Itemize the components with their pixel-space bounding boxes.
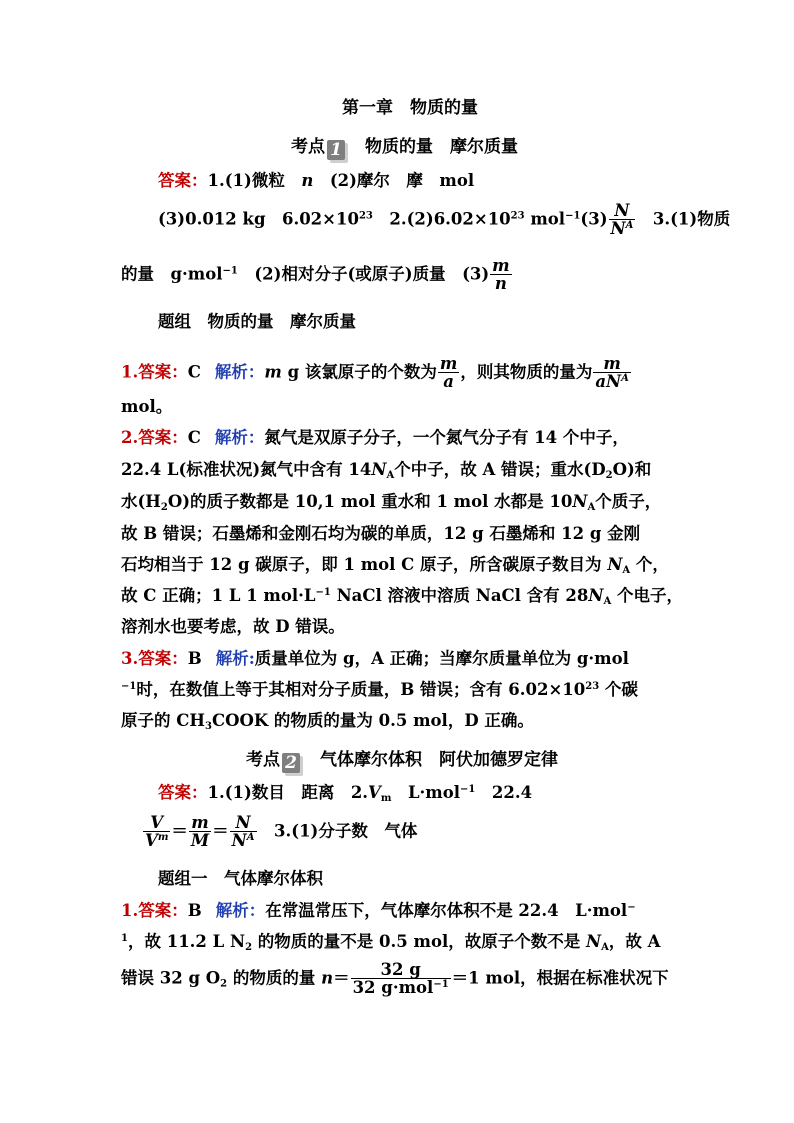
answer-text: (3)	[580, 209, 608, 229]
symbol-n: N	[588, 586, 604, 605]
section-label: 考点	[291, 137, 325, 157]
analysis-text: 故 C 正确；1 L 1 mol·L	[121, 586, 316, 605]
analysis-text: ＝1 mol，根据在标准状况下	[451, 968, 669, 988]
s2-q1-line-1	[121, 903, 636, 920]
denominator: N	[610, 219, 626, 239]
numerator: m	[189, 814, 211, 832]
symbol-n: N	[371, 460, 387, 479]
answer-label: 1.答案：	[121, 362, 188, 382]
analysis-text: O)和	[612, 460, 652, 479]
answer-choice: C	[187, 362, 201, 382]
analysis-text: 个碳	[599, 680, 638, 699]
exponent: 1	[121, 933, 128, 944]
denominator: V	[145, 831, 158, 851]
subscript: A	[601, 942, 609, 953]
analysis-text: 在常温常压下，气体摩尔体积不是 22.4 L·mol	[265, 901, 628, 920]
subscript: 3	[204, 721, 212, 732]
answer-line-2	[158, 202, 730, 238]
analysis-text: ，则其物质的量为	[460, 362, 593, 382]
symbol-n: N	[572, 492, 588, 511]
analysis-text: 水(H	[121, 492, 161, 511]
equals-sign: ＝	[171, 821, 188, 841]
fraction-m-over-n	[490, 257, 511, 293]
subscript: A	[587, 502, 596, 513]
exponent: −1	[433, 979, 449, 991]
symbol-n: n	[321, 968, 334, 988]
analysis-text: 错误 32 g O	[121, 968, 221, 988]
group-heading-1: 题组 物质的量 摩尔质量	[158, 312, 356, 331]
answer-label: 2.答案：	[121, 428, 188, 447]
symbol-n: n	[301, 171, 314, 190]
subscript: A	[386, 470, 395, 481]
answer-text: 3.(1)分子数 气体	[257, 821, 418, 841]
analysis-text: 的物质的量不是 0.5 mol，故原子个数不是	[252, 932, 586, 951]
answer-label: 答案：	[158, 171, 208, 190]
superscript: m	[157, 832, 169, 844]
exponent: −	[627, 902, 636, 913]
s2-q1-line-2	[121, 934, 660, 951]
analysis-label: 解析：	[214, 362, 265, 382]
answer-text: (2)相对分子(或原子)质量 (3)	[237, 264, 490, 284]
fraction-m-over-m	[189, 814, 211, 850]
q2-line-3	[121, 494, 661, 511]
analysis-label: 解析:	[215, 649, 255, 668]
superscript: A	[621, 373, 629, 385]
answer-label: 1.答案：	[121, 901, 188, 920]
chapter-title: 第一章 物质的量	[342, 98, 478, 118]
numerator: m	[492, 256, 510, 275]
analysis-text: 原子的 CH	[121, 711, 205, 730]
q2-line-2	[121, 462, 651, 479]
analysis-text: ，故 11.2 L N	[127, 932, 246, 951]
fraction-n-over-na	[230, 814, 257, 850]
symbol-v: V	[368, 783, 381, 802]
answer-text: L·mol	[391, 783, 461, 802]
answer-label: 3.答案：	[121, 649, 188, 668]
numerator: V	[143, 814, 170, 832]
fraction-v-over-vm	[143, 814, 170, 850]
symbol-n: N	[585, 932, 602, 951]
answer-text: 的量 g·mol	[121, 264, 223, 284]
q2-line-5	[121, 557, 669, 574]
superscript: A	[246, 832, 255, 844]
analysis-text: 氮气是双原子分子，一个氮气分子有 14 个中子，	[264, 428, 629, 447]
section-2-heading	[246, 752, 558, 773]
analysis-label: 解析：	[215, 901, 266, 920]
analysis-text: NaCl 溶液中溶质 NaCl 含有 28	[330, 586, 589, 605]
equals-sign: ＝	[333, 968, 350, 988]
analysis-text: 石均相当于 12 g 碳原子，即 1 mol C 原子，所含碳原子数目为	[121, 555, 608, 574]
analysis-text: ，故 A	[608, 932, 661, 951]
fraction-m-over-ana	[593, 355, 631, 391]
denominator: aN	[595, 372, 622, 392]
answer-line-1	[158, 173, 474, 190]
analysis-text: O)的质子数都是 10,1 mol 重水和 1 mol 水都是 10	[167, 492, 573, 511]
exponent: −1	[565, 210, 581, 222]
s2-q1-line-3	[121, 961, 669, 997]
denominator: a	[443, 372, 454, 392]
q1-line-1	[121, 355, 632, 391]
answer-text: 3.(1)物质	[636, 209, 731, 229]
analysis-text: g 该氯原子的个数为	[281, 362, 437, 382]
denominator: N	[231, 831, 247, 851]
denominator: M	[190, 831, 210, 851]
analysis-text: 个中子，故 A 错误；重水(D	[394, 460, 606, 479]
exponent: 23	[585, 681, 600, 692]
s2-answer-line-1	[158, 785, 532, 802]
q2-line-6	[121, 588, 683, 605]
section-title: 物质的量 摩尔质量	[365, 137, 518, 157]
answer-text: 2.(2)6.02×10	[372, 209, 511, 229]
superscript: A	[625, 220, 634, 232]
answer-text: 22.4	[475, 783, 533, 802]
section-number-badge: 1	[327, 140, 345, 160]
denominator: n	[494, 274, 507, 294]
answer-text: 1.(1)微粒	[207, 171, 302, 190]
numerator: m	[593, 355, 631, 373]
symbol-m: m	[264, 362, 282, 382]
answer-text: (2)摩尔 摩 mol	[313, 171, 475, 190]
denominator: 32 g·mol	[352, 978, 434, 998]
exponent: −1	[222, 265, 238, 277]
exponent: −1	[315, 587, 331, 598]
equals-sign: ＝	[212, 821, 229, 841]
subscript: 2	[245, 942, 253, 953]
analysis-label: 解析：	[214, 428, 265, 447]
q2-line-1	[121, 430, 629, 447]
q3-line-2	[121, 682, 638, 699]
q2-line-7: 溶剂水也要考虑，故 D 错误。	[121, 617, 345, 636]
analysis-text: COOK 的物质的量为 0.5 mol，D 正确。	[211, 711, 534, 730]
exponent: 23	[358, 210, 373, 222]
exponent: −1	[121, 681, 137, 692]
answer-choice: B	[187, 901, 202, 920]
answer-choice: C	[187, 428, 201, 447]
answer-text: 1.(1)数目 距离 2.	[207, 783, 369, 802]
subscript: 2	[220, 978, 228, 990]
section-label: 考点	[246, 750, 280, 770]
subscript: 2	[160, 502, 168, 513]
answer-choice: B	[187, 649, 202, 668]
answer-label: 答案：	[158, 783, 208, 802]
fraction-32g-over-molar-mass	[351, 961, 451, 997]
analysis-text: 个，	[630, 555, 669, 574]
subscript: m	[380, 793, 392, 804]
q3-line-1	[121, 651, 629, 668]
analysis-text: 时，在数值上等于其相对分子质量，B 错误；含有 6.02×10	[136, 680, 586, 699]
section-1-heading	[291, 139, 518, 160]
section-title: 气体摩尔体积 阿伏加德罗定律	[320, 750, 558, 770]
symbol-n: N	[607, 555, 623, 574]
exponent: −1	[460, 784, 476, 795]
fraction-m-over-a	[438, 355, 459, 391]
section-number-badge: 2	[282, 753, 300, 773]
subscript: A	[603, 596, 612, 607]
analysis-text: 质量单位为 g，A 正确；当摩尔质量单位为 g·mol	[254, 649, 629, 668]
analysis-text: 22.4 L(标准状况)氮气中含有 14	[121, 460, 372, 479]
q3-line-3	[121, 713, 534, 730]
numerator: N	[230, 814, 257, 832]
group-heading-2: 题组一 气体摩尔体积	[158, 869, 323, 888]
subscript: A	[622, 565, 631, 576]
numerator: N	[609, 202, 636, 220]
answer-text: mol	[524, 209, 566, 229]
numerator: m	[439, 354, 458, 373]
answer-text: (3)0.012 kg 6.02×10	[158, 209, 359, 229]
analysis-text: 个质子，	[595, 492, 662, 511]
s2-formula-line	[142, 814, 417, 850]
subscript: 2	[605, 470, 613, 481]
numerator: 32 g	[351, 961, 451, 979]
answer-line-3	[121, 257, 513, 293]
q2-line-4: 故 B 错误；石墨烯和金刚石均为碳的单质，12 g 石墨烯和 12 g 金刚	[121, 524, 641, 543]
analysis-text: 的物质的量	[227, 968, 322, 988]
q1-line-2: mol。	[121, 397, 173, 416]
analysis-text: 个电子，	[611, 586, 683, 605]
exponent: 23	[510, 210, 525, 222]
fraction-n-over-na	[609, 202, 636, 238]
